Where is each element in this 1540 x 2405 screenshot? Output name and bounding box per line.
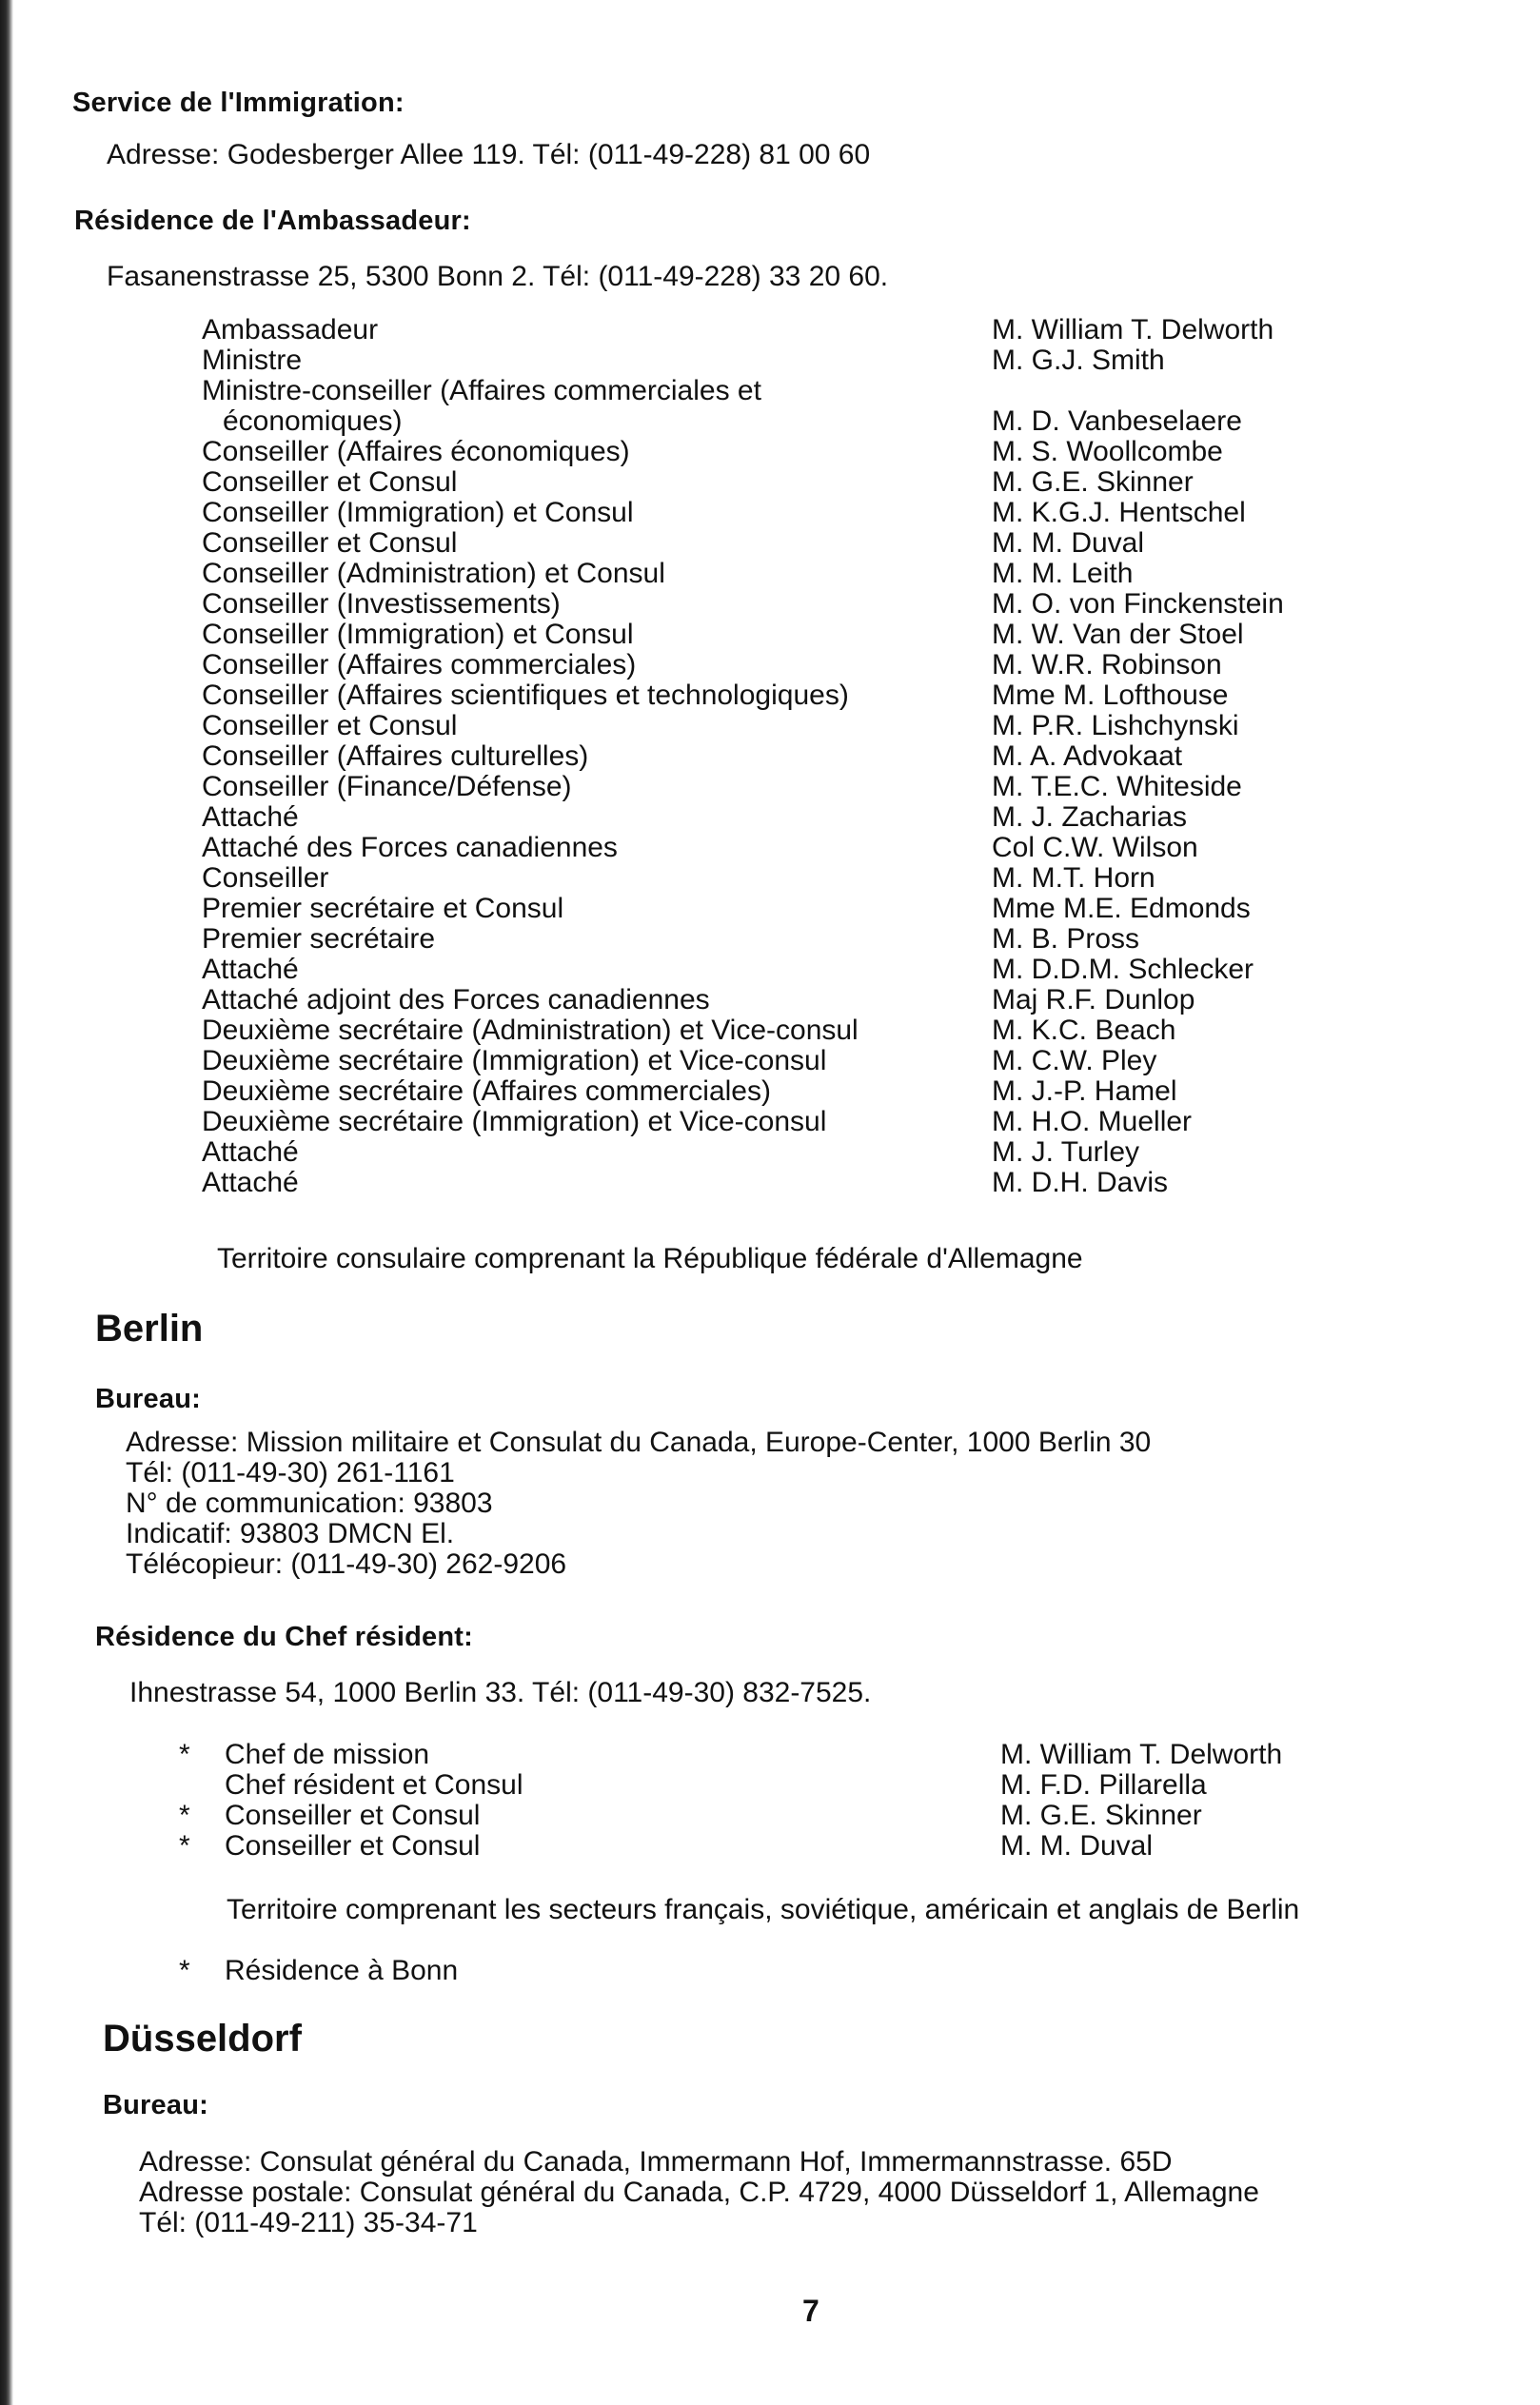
address-line: Tél: (011-49-211) 35-34-71	[139, 2207, 478, 2238]
staff-row	[202, 924, 1284, 955]
staff-name: M. G.E. Skinner	[1000, 1800, 1202, 1831]
staff-name: M. J.-P. Hamel	[992, 1075, 1177, 1107]
staff-row	[202, 345, 1284, 376]
staff-title: Conseiller (Affaires scientifiques et technologiques)	[202, 680, 849, 711]
staff-name: M. M. Leith	[992, 558, 1134, 589]
city-heading-berlin: Berlin	[95, 1308, 204, 1350]
bonn-territory: Territoire consulaire comprenant la République fédérale d'Allemagne	[217, 1243, 1083, 1274]
staff-name: M. William T. Delworth	[992, 314, 1274, 345]
staff-title: Ministre	[202, 345, 303, 376]
staff-title: Conseiller (Affaires culturelles)	[202, 740, 589, 772]
staff-row	[202, 1168, 1284, 1198]
staff-title: Conseiller (Administration) et Consul	[202, 558, 665, 589]
asterisk-marker: *	[179, 1739, 190, 1770]
staff-title: Attaché adjoint des Forces canadiennes	[202, 984, 710, 1015]
staff-row	[202, 1015, 1284, 1046]
staff-title: Ambassadeur	[202, 314, 379, 345]
staff-name: M. W. Van der Stoel	[992, 619, 1244, 650]
staff-name: M. J. Zacharias	[992, 801, 1188, 833]
staff-row	[202, 559, 1284, 589]
staff-row	[179, 1831, 1282, 1862]
staff-title: Deuxième secrétaire (Immigration) et Vice-consul	[202, 1106, 827, 1137]
immigration-address: Adresse: Godesberger Allee 119. Tél: (011-49-228) 81 00 60	[107, 139, 871, 170]
asterisk-marker: *	[179, 1955, 190, 1986]
staff-title: Conseiller et Consul	[202, 527, 458, 559]
staff-name: Mme M. Lofthouse	[992, 680, 1229, 711]
address-line: Adresse: Consulat général du Canada, Immermann Hof, Immermannstrasse. 65D	[139, 2146, 1173, 2178]
staff-title: Attaché	[202, 1136, 299, 1168]
staff-row	[202, 955, 1284, 985]
address-line: N° de communication: 93803	[126, 1488, 493, 1519]
staff-row	[202, 437, 1284, 467]
staff-row	[202, 315, 1284, 345]
berlin-territory: Territoire comprenant les secteurs français, soviétique, américain et anglais de Berlin	[227, 1894, 1300, 1925]
staff-row	[202, 1137, 1284, 1168]
staff-row	[202, 741, 1284, 772]
staff-row	[202, 498, 1284, 528]
staff-name: M. William T. Delworth	[1000, 1739, 1283, 1770]
staff-name: M. B. Pross	[992, 923, 1140, 955]
dusseldorf-office-heading: Bureau:	[103, 2090, 208, 2120]
staff-title: Conseiller (Investissements)	[202, 588, 561, 620]
asterisk-marker	[179, 1770, 225, 1801]
berlin-residence-address: Ihnestrasse 54, 1000 Berlin 33. Tél: (011-49-30) 832-7525.	[129, 1677, 872, 1708]
staff-title: Deuxième secrétaire (Immigration) et Vice-consul	[202, 1045, 827, 1076]
staff-name: Col C.W. Wilson	[992, 832, 1198, 863]
page-number: 7	[802, 2294, 819, 2328]
staff-title: Conseiller	[202, 862, 329, 894]
staff-name: M. T.E.C. Whiteside	[992, 771, 1242, 802]
staff-row	[202, 467, 1284, 498]
address-line: Adresse postale: Consulat général du Canada, C.P. 4729, 4000 Düsseldorf 1, Allemagne	[139, 2177, 1259, 2208]
staff-title: Conseiller (Affaires économiques)	[202, 436, 630, 467]
staff-row	[202, 589, 1284, 620]
staff-row	[202, 863, 1284, 894]
staff-title: Conseiller (Immigration) et Consul	[202, 497, 634, 528]
staff-row	[202, 802, 1284, 833]
staff-title: Ministre-conseiller (Affaires commerciales et	[202, 375, 761, 406]
staff-row	[202, 406, 1284, 437]
staff-row	[202, 680, 1284, 711]
staff-row	[202, 376, 1284, 406]
staff-title: Attaché	[202, 1167, 299, 1198]
berlin-office-heading: Bureau:	[95, 1384, 201, 1414]
staff-name: M. O. von Finckenstein	[992, 588, 1284, 620]
staff-title: Attaché des Forces canadiennes	[202, 832, 618, 863]
staff-title: Chef résident et Consul	[225, 1769, 523, 1801]
staff-name: M. A. Advokaat	[992, 740, 1183, 772]
staff-row	[202, 1107, 1284, 1137]
address-line: Tél: (011-49-30) 261-1161	[126, 1457, 455, 1488]
staff-title: Conseiller et Consul	[202, 710, 458, 741]
city-heading-dusseldorf: Düsseldorf	[103, 2018, 302, 2060]
address-line: Télécopieur: (011-49-30) 262-9206	[126, 1548, 567, 1580]
asterisk-marker: *	[179, 1830, 190, 1862]
staff-name: M. M.T. Horn	[992, 862, 1155, 894]
staff-row	[202, 1076, 1284, 1107]
staff-title: Conseiller (Immigration) et Consul	[202, 619, 634, 650]
staff-title: Attaché	[202, 954, 299, 985]
staff-name: M. J. Turley	[992, 1136, 1140, 1168]
staff-row	[202, 528, 1284, 559]
staff-name: M. F.D. Pillarella	[1000, 1769, 1207, 1801]
berlin-footnote	[179, 1955, 458, 1987]
address-line: Adresse: Mission militaire et Consulat du Canada, Europe-Center, 1000 Berlin 30	[126, 1427, 1152, 1458]
staff-row	[179, 1801, 1282, 1831]
bonn-staff-list	[202, 315, 1284, 1198]
asterisk-marker: *	[179, 1800, 190, 1831]
staff-name: M. G.J. Smith	[992, 345, 1165, 376]
staff-row	[202, 650, 1284, 680]
staff-row	[179, 1770, 1282, 1801]
staff-name: M. D.H. Davis	[992, 1167, 1169, 1198]
staff-name: M. D. Vanbeselaere	[992, 405, 1242, 437]
footnote-text: Résidence à Bonn	[225, 1955, 459, 1986]
staff-title: Attaché	[202, 801, 299, 833]
staff-title: Conseiller et Consul	[225, 1830, 481, 1862]
ambassador-residence-heading: Résidence de l'Ambassadeur:	[74, 206, 471, 236]
staff-name: M. M. Duval	[1000, 1830, 1154, 1862]
berlin-office-address	[126, 1428, 1151, 1580]
staff-name: Mme M.E. Edmonds	[992, 893, 1251, 924]
staff-title: Premier secrétaire et Consul	[202, 893, 564, 924]
ambassador-residence-address: Fasanenstrasse 25, 5300 Bonn 2. Tél: (011-49-228) 33 20 60.	[107, 261, 889, 292]
staff-row	[202, 711, 1284, 741]
staff-name: M. M. Duval	[992, 527, 1145, 559]
staff-name: M. P.R. Lishchynski	[992, 710, 1239, 741]
staff-title: Deuxième secrétaire (Administration) et Vice-consul	[202, 1015, 859, 1046]
staff-name: M. C.W. Pley	[992, 1045, 1157, 1076]
staff-row	[202, 985, 1284, 1015]
staff-name: M. H.O. Mueller	[992, 1106, 1193, 1137]
staff-name: M. K.G.J. Hentschel	[992, 497, 1246, 528]
staff-name: M. S. Woollcombe	[992, 436, 1223, 467]
staff-name: M. K.C. Beach	[992, 1015, 1176, 1046]
dusseldorf-office-address	[139, 2147, 1259, 2238]
staff-title: Conseiller et Consul	[225, 1800, 481, 1831]
immigration-heading: Service de l'Immigration:	[72, 88, 405, 118]
staff-name: M. G.E. Skinner	[992, 466, 1194, 498]
staff-title: Chef de mission	[225, 1739, 430, 1770]
staff-title: Conseiller (Finance/Défense)	[202, 771, 572, 802]
staff-row	[202, 772, 1284, 802]
staff-name: M. W.R. Robinson	[992, 649, 1222, 680]
staff-row	[179, 1740, 1282, 1770]
staff-row	[202, 1046, 1284, 1076]
staff-name: Maj R.F. Dunlop	[992, 984, 1195, 1015]
staff-row	[202, 833, 1284, 863]
staff-title: économiques)	[223, 405, 403, 437]
staff-row	[202, 894, 1284, 924]
berlin-staff-list	[179, 1740, 1282, 1862]
staff-title: Deuxième secrétaire (Affaires commerciales)	[202, 1075, 771, 1107]
staff-name: M. D.D.M. Schlecker	[992, 954, 1254, 985]
staff-title: Premier secrétaire	[202, 923, 436, 955]
staff-row	[202, 620, 1284, 650]
staff-title: Conseiller (Affaires commerciales)	[202, 649, 637, 680]
berlin-residence-heading: Résidence du Chef résident:	[95, 1622, 473, 1652]
staff-title: Conseiller et Consul	[202, 466, 458, 498]
address-line: Indicatif: 93803 DMCN El.	[126, 1518, 455, 1549]
